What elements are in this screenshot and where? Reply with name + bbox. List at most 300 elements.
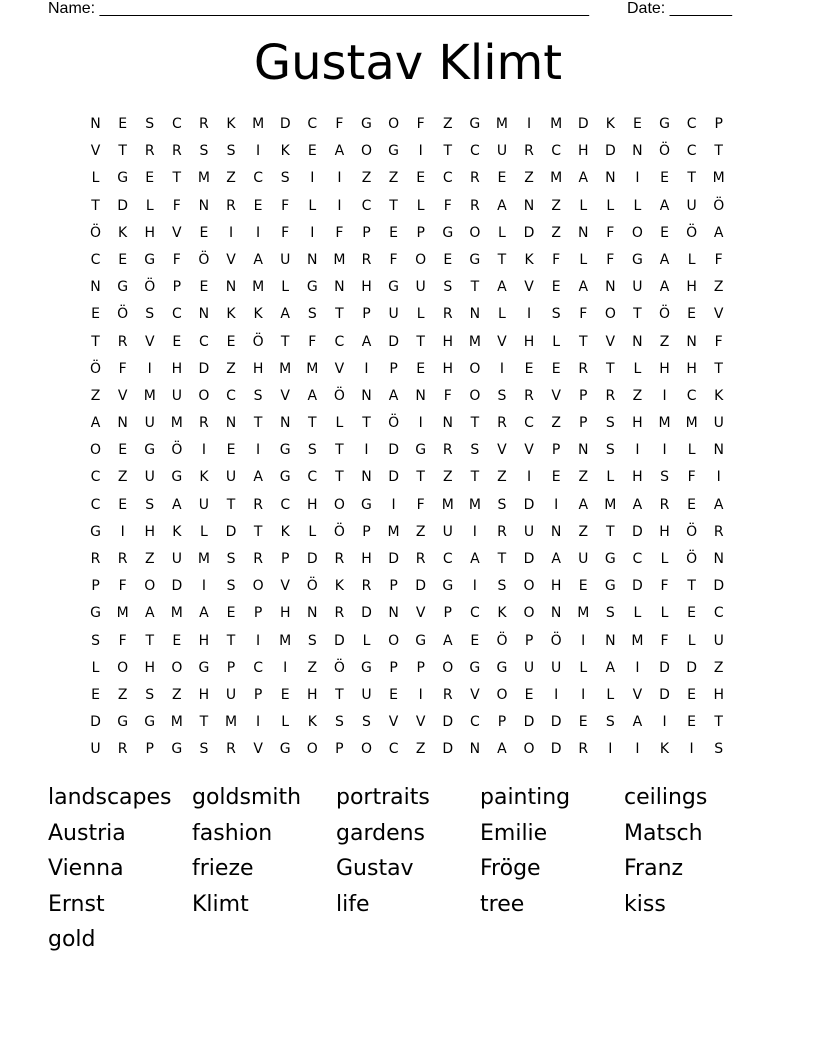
grid-row <box>82 576 732 603</box>
grid-letter: Z <box>117 686 128 703</box>
grid-letter: A <box>199 605 209 622</box>
grid-letter: F <box>172 251 181 268</box>
grid-letter: A <box>388 387 399 404</box>
grid-letter: O <box>523 605 535 622</box>
grid-letter: G <box>415 442 427 459</box>
grid-row <box>82 223 732 250</box>
grid-letter: C <box>713 605 724 622</box>
grid-letter: I <box>635 170 640 187</box>
grid-letter: H <box>550 578 562 595</box>
grid-letter: F <box>172 197 181 214</box>
grid-letter: G <box>361 496 372 513</box>
grid-letter: U <box>713 415 724 432</box>
grid-letter: A <box>172 496 182 513</box>
grid-letter: P <box>362 523 371 540</box>
grid-letter: E <box>551 360 561 377</box>
grid-letter: P <box>253 605 263 622</box>
grid-letter: H <box>523 333 535 350</box>
grid-letter: H <box>144 224 155 241</box>
grid-letter: A <box>605 659 616 676</box>
grid-letter: V <box>524 442 534 459</box>
grid-letter: F <box>606 251 615 268</box>
grid-letter: I <box>256 143 261 160</box>
grid-letter: O <box>604 306 616 323</box>
grid-letter: M <box>550 116 563 132</box>
grid-letter: C <box>551 143 562 160</box>
grid-letter: K <box>497 605 507 622</box>
grid-letter: S <box>605 415 615 432</box>
grid-letter: E <box>389 224 398 241</box>
grid-letter: Z <box>117 469 128 486</box>
grid-letter: E <box>687 306 697 323</box>
grid-letter: D <box>388 442 399 459</box>
grid-letter: M <box>224 714 238 731</box>
grid-row <box>82 386 732 413</box>
grid-letter: V <box>280 578 290 595</box>
grid-letter: G <box>279 741 291 758</box>
grid-row <box>82 413 732 440</box>
grid-letter: K <box>524 251 534 268</box>
grid-letter: U <box>144 469 155 486</box>
grid-letter: G <box>442 224 454 241</box>
grid-letter: Z <box>415 523 426 540</box>
grid-letter: M <box>170 714 183 731</box>
grid-letter: L <box>145 197 154 214</box>
grid-letter: N <box>198 306 210 323</box>
grid-letter: L <box>281 279 290 296</box>
grid-letter: S <box>226 143 236 160</box>
grid-letter: U <box>442 523 453 540</box>
grid-letter: I <box>310 224 315 241</box>
word-list-item: gold <box>48 927 96 953</box>
grid-letter: S <box>199 741 209 758</box>
grid-letter: I <box>147 360 152 377</box>
grid-letter: S <box>145 116 155 132</box>
grid-letter: F <box>281 224 290 241</box>
grid-letter: Z <box>90 387 101 404</box>
grid-letter: H <box>361 551 372 567</box>
grid-letter: R <box>253 551 263 567</box>
grid-letter: I <box>418 143 423 160</box>
grid-letter: D <box>523 551 535 567</box>
grid-letter: R <box>144 143 155 160</box>
grid-letter: L <box>579 659 588 676</box>
grid-letter: V <box>334 360 345 377</box>
grid-letter: Z <box>551 224 561 241</box>
grid-letter: F <box>552 251 561 268</box>
grid-letter: E <box>253 197 263 214</box>
word-list-item: Franz <box>624 856 684 882</box>
grid-letter: E <box>524 360 534 377</box>
grid-letter: I <box>201 578 206 595</box>
grid-letter: R <box>361 251 372 268</box>
grid-letter: Ö <box>90 360 102 377</box>
grid-letter: E <box>687 686 697 703</box>
grid-letter: S <box>605 442 615 459</box>
grid-letter: Ö <box>252 333 264 350</box>
grid-letter: R <box>497 415 507 432</box>
grid-letter: S <box>470 442 480 459</box>
grid-letter: C <box>388 741 399 758</box>
grid-letter: D <box>713 578 725 595</box>
grid-letter: Z <box>578 469 589 486</box>
grid-letter: N <box>713 551 724 567</box>
word-list-item: kiss <box>624 891 666 917</box>
grid-letter: S <box>497 387 507 404</box>
grid-letter: A <box>659 197 670 214</box>
grid-letter: N <box>577 442 589 459</box>
grid-letter: O <box>388 116 400 132</box>
grid-letter: S <box>226 551 236 567</box>
grid-letter: F <box>118 578 127 595</box>
grid-letter: G <box>144 251 156 268</box>
grid-letter: T <box>633 306 642 323</box>
grid-letter: R <box>117 551 128 567</box>
grid-letter: R <box>713 523 724 540</box>
grid-letter: R <box>578 741 589 758</box>
grid-letter: M <box>468 496 481 513</box>
grid-letter: A <box>578 496 589 513</box>
grid-letter: F <box>308 333 317 350</box>
grid-letter: E <box>118 442 128 459</box>
grid-letter: U <box>551 659 562 676</box>
grid-letter: C <box>632 551 643 567</box>
grid-row <box>82 359 732 386</box>
grid-letter: K <box>226 306 236 323</box>
grid-letter: F <box>714 251 723 268</box>
grid-letter: P <box>280 551 290 567</box>
grid-letter: R <box>117 741 128 758</box>
grid-letter: L <box>633 197 642 214</box>
word-search-grid <box>82 114 732 767</box>
grid-letter: K <box>199 469 209 486</box>
grid-letter: E <box>687 496 697 513</box>
grid-letter: P <box>443 605 452 622</box>
grid-letter: E <box>226 605 236 622</box>
grid-letter: T <box>362 415 371 432</box>
grid-letter: P <box>497 714 507 731</box>
grid-letter: D <box>577 116 589 132</box>
grid-letter: N <box>361 469 372 486</box>
grid-letter: C <box>171 306 182 323</box>
grid-letter: H <box>198 686 210 703</box>
grid-letter: H <box>198 632 210 649</box>
grid-letter: P <box>226 659 236 676</box>
grid-letter: I <box>554 686 559 703</box>
grid-letter: S <box>145 686 155 703</box>
grid-letter: V <box>524 279 534 296</box>
grid-letter: G <box>469 251 481 268</box>
grid-letter: D <box>659 659 670 676</box>
grid-letter: O <box>442 659 454 676</box>
grid-letter: D <box>686 659 697 676</box>
grid-letter: L <box>335 415 344 432</box>
grid-letter: M <box>495 116 508 132</box>
grid-letter: N <box>686 333 697 350</box>
grid-letter: Z <box>551 415 561 432</box>
grid-letter: N <box>334 279 345 296</box>
word-list-item: Ernst <box>48 891 105 917</box>
grid-letter: H <box>144 523 155 540</box>
grid-letter: P <box>389 578 398 595</box>
grid-letter: D <box>523 496 535 513</box>
grid-letter: U <box>415 279 426 296</box>
grid-letter: L <box>308 523 317 540</box>
grid-letter: O <box>198 387 210 404</box>
grid-letter: I <box>256 442 261 459</box>
grid-letter: M <box>604 496 617 513</box>
grid-letter: R <box>524 387 534 404</box>
grid-letter: P <box>145 741 154 758</box>
grid-letter: A <box>578 279 589 296</box>
grid-letter: Ö <box>333 523 345 540</box>
grid-letter: C <box>442 551 453 567</box>
grid-letter: Ö <box>333 659 345 676</box>
grid-letter: K <box>172 523 182 540</box>
grid-letter: N <box>605 170 616 187</box>
grid-letter: G <box>144 714 156 731</box>
header <box>48 0 748 20</box>
word-list-item: ceilings <box>624 785 708 810</box>
grid-letter: M <box>441 496 454 513</box>
grid-letter: E <box>497 170 507 187</box>
grid-letter: H <box>686 360 697 377</box>
grid-letter: K <box>307 714 317 731</box>
grid-letter: Z <box>713 279 724 296</box>
grid-letter: L <box>362 632 371 649</box>
grid-letter: I <box>256 224 261 241</box>
grid-letter: N <box>307 251 318 268</box>
grid-letter: M <box>387 523 400 540</box>
grid-letter: M <box>306 360 319 377</box>
grid-letter: R <box>415 551 426 567</box>
grid-letter: T <box>687 170 696 187</box>
grid-row <box>82 712 732 739</box>
word-list-item: landscapes <box>48 785 172 810</box>
grid-letter: V <box>497 333 507 350</box>
grid-letter: I <box>526 469 532 486</box>
date-field: Date: _______ <box>627 0 732 17</box>
grid-letter: D <box>306 551 318 567</box>
grid-letter: T <box>253 415 263 432</box>
grid-letter: R <box>469 170 480 187</box>
grid-letter: L <box>498 306 506 323</box>
grid-letter: C <box>171 116 182 132</box>
grid-letter: Ö <box>550 632 562 649</box>
grid-letter: E <box>199 224 209 241</box>
grid-letter: Z <box>578 523 589 540</box>
grid-letter: P <box>579 387 588 404</box>
grid-letter: N <box>713 442 724 459</box>
grid-letter: N <box>198 197 210 214</box>
grid-row <box>82 549 732 576</box>
word-list-item: frieze <box>192 856 254 882</box>
grid-letter: H <box>632 415 643 432</box>
grid-letter: S <box>226 578 236 595</box>
grid-letter: T <box>714 360 723 377</box>
grid-letter: O <box>90 442 102 459</box>
word-list-item: painting <box>480 785 571 810</box>
grid-letter: M <box>170 415 183 432</box>
grid-letter: G <box>631 251 643 268</box>
grid-letter: E <box>416 360 426 377</box>
grid-letter: P <box>416 659 425 676</box>
grid-letter: K <box>253 306 263 323</box>
grid-letter: O <box>360 143 372 160</box>
grid-letter: V <box>551 387 561 404</box>
grid-letter: L <box>416 197 425 214</box>
grid-letter: O <box>523 578 535 595</box>
grid-letter: D <box>388 469 399 486</box>
grid-letter: U <box>578 551 589 567</box>
grid-letter: Z <box>388 170 399 187</box>
grid-letter: M <box>685 415 698 432</box>
grid-letter: Z <box>226 360 236 377</box>
grid-letter: D <box>523 714 535 731</box>
grid-letter: R <box>659 496 670 513</box>
grid-row <box>82 685 732 712</box>
grid-letter: I <box>256 714 261 731</box>
grid-letter: I <box>364 442 369 459</box>
grid-letter: N <box>442 415 453 432</box>
grid-letter: H <box>442 360 454 377</box>
grid-letter: C <box>469 714 480 731</box>
grid-letter: N <box>632 143 643 160</box>
grid-letter: C <box>686 143 697 160</box>
grid-letter: C <box>686 387 697 404</box>
grid-letter: F <box>714 333 723 350</box>
grid-letter: P <box>91 578 100 595</box>
grid-letter: U <box>280 251 291 268</box>
grid-letter: I <box>689 741 694 758</box>
grid-letter: G <box>604 578 616 595</box>
grid-letter: Ö <box>306 578 318 595</box>
grid-letter: L <box>633 360 642 377</box>
grid-row <box>82 467 732 494</box>
grid-row <box>82 658 732 685</box>
grid-letter: V <box>388 714 399 731</box>
grid-letter: V <box>415 605 426 622</box>
grid-letter: L <box>687 632 696 649</box>
grid-letter: N <box>577 224 589 241</box>
grid-letter: H <box>171 360 183 377</box>
grid-letter: P <box>172 279 182 296</box>
grid-letter: C <box>307 469 318 486</box>
grid-letter: G <box>198 659 210 676</box>
grid-letter: V <box>117 387 128 404</box>
grid-letter: L <box>660 605 669 622</box>
grid-letter: E <box>551 469 561 486</box>
grid-row <box>82 603 732 630</box>
grid-letter: H <box>252 360 264 377</box>
grid-letter: Ö <box>90 224 102 241</box>
grid-letter: U <box>361 686 372 703</box>
grid-letter: P <box>389 360 398 377</box>
grid-letter: E <box>118 116 128 132</box>
grid-letter: G <box>388 143 399 160</box>
grid-letter: H <box>713 686 724 703</box>
grid-letter: O <box>469 360 481 377</box>
grid-letter: Z <box>172 686 182 703</box>
grid-letter: P <box>579 415 588 432</box>
grid-letter: V <box>253 741 263 758</box>
grid-letter: R <box>442 686 453 703</box>
grid-letter: I <box>472 523 477 540</box>
grid-letter: E <box>226 333 236 350</box>
grid-letter: F <box>118 360 127 377</box>
grid-letter: R <box>199 415 209 432</box>
grid-letter: R <box>605 387 616 404</box>
grid-letter: O <box>333 496 345 513</box>
grid-letter: M <box>279 632 292 649</box>
grid-letter: S <box>91 632 100 649</box>
grid-letter: Ö <box>198 251 210 268</box>
grid-letter: F <box>660 632 669 649</box>
grid-letter: F <box>389 251 398 268</box>
grid-letter: H <box>279 605 291 622</box>
grid-letter: D <box>632 523 643 540</box>
grid-letter: C <box>90 251 101 268</box>
grid-letter: N <box>523 197 535 214</box>
grid-letter: L <box>200 523 208 540</box>
grid-letter: C <box>469 143 480 160</box>
grid-letter: R <box>578 360 589 377</box>
grid-letter: C <box>334 333 345 350</box>
grid-letter: D <box>415 578 427 595</box>
grid-letter: Ö <box>713 197 725 214</box>
grid-letter: M <box>116 605 129 622</box>
grid-letter: A <box>551 551 561 567</box>
word-list-item: Klimt <box>192 891 249 917</box>
grid-letter: Z <box>307 659 318 676</box>
grid-letter: M <box>197 170 210 187</box>
grid-letter: N <box>90 116 101 132</box>
grid-letter: E <box>199 279 209 296</box>
grid-letter: N <box>90 279 101 296</box>
grid-letter: K <box>280 143 290 160</box>
grid-letter: Z <box>551 197 561 214</box>
grid-letter: G <box>279 442 291 459</box>
word-list-item: Vienna <box>48 856 124 882</box>
grid-letter: T <box>172 170 182 187</box>
grid-letter: V <box>470 686 480 703</box>
grid-letter: U <box>225 469 237 486</box>
grid-letter: Ö <box>388 415 400 432</box>
grid-letter: T <box>118 143 127 160</box>
grid-letter: L <box>416 306 425 323</box>
grid-letter: M <box>712 170 725 187</box>
grid-letter: T <box>389 197 398 214</box>
grid-letter: V <box>90 143 101 160</box>
grid-letter: M <box>577 605 590 622</box>
grid-letter: P <box>416 224 425 241</box>
grid-letter: T <box>91 197 100 214</box>
grid-letter: U <box>632 279 643 296</box>
grid-letter: I <box>526 116 532 132</box>
grid-letter: Ö <box>171 442 183 459</box>
grid-letter: G <box>171 469 183 486</box>
grid-letter: O <box>415 251 427 268</box>
grid-letter: C <box>361 197 372 214</box>
grid-letter: N <box>469 306 481 323</box>
grid-letter: V <box>605 333 616 350</box>
grid-letter: L <box>633 605 642 622</box>
grid-letter: A <box>361 333 372 350</box>
grid-letter: E <box>280 686 290 703</box>
grid-letter: N <box>307 605 318 622</box>
grid-letter: T <box>714 714 723 731</box>
grid-letter: G <box>442 578 454 595</box>
